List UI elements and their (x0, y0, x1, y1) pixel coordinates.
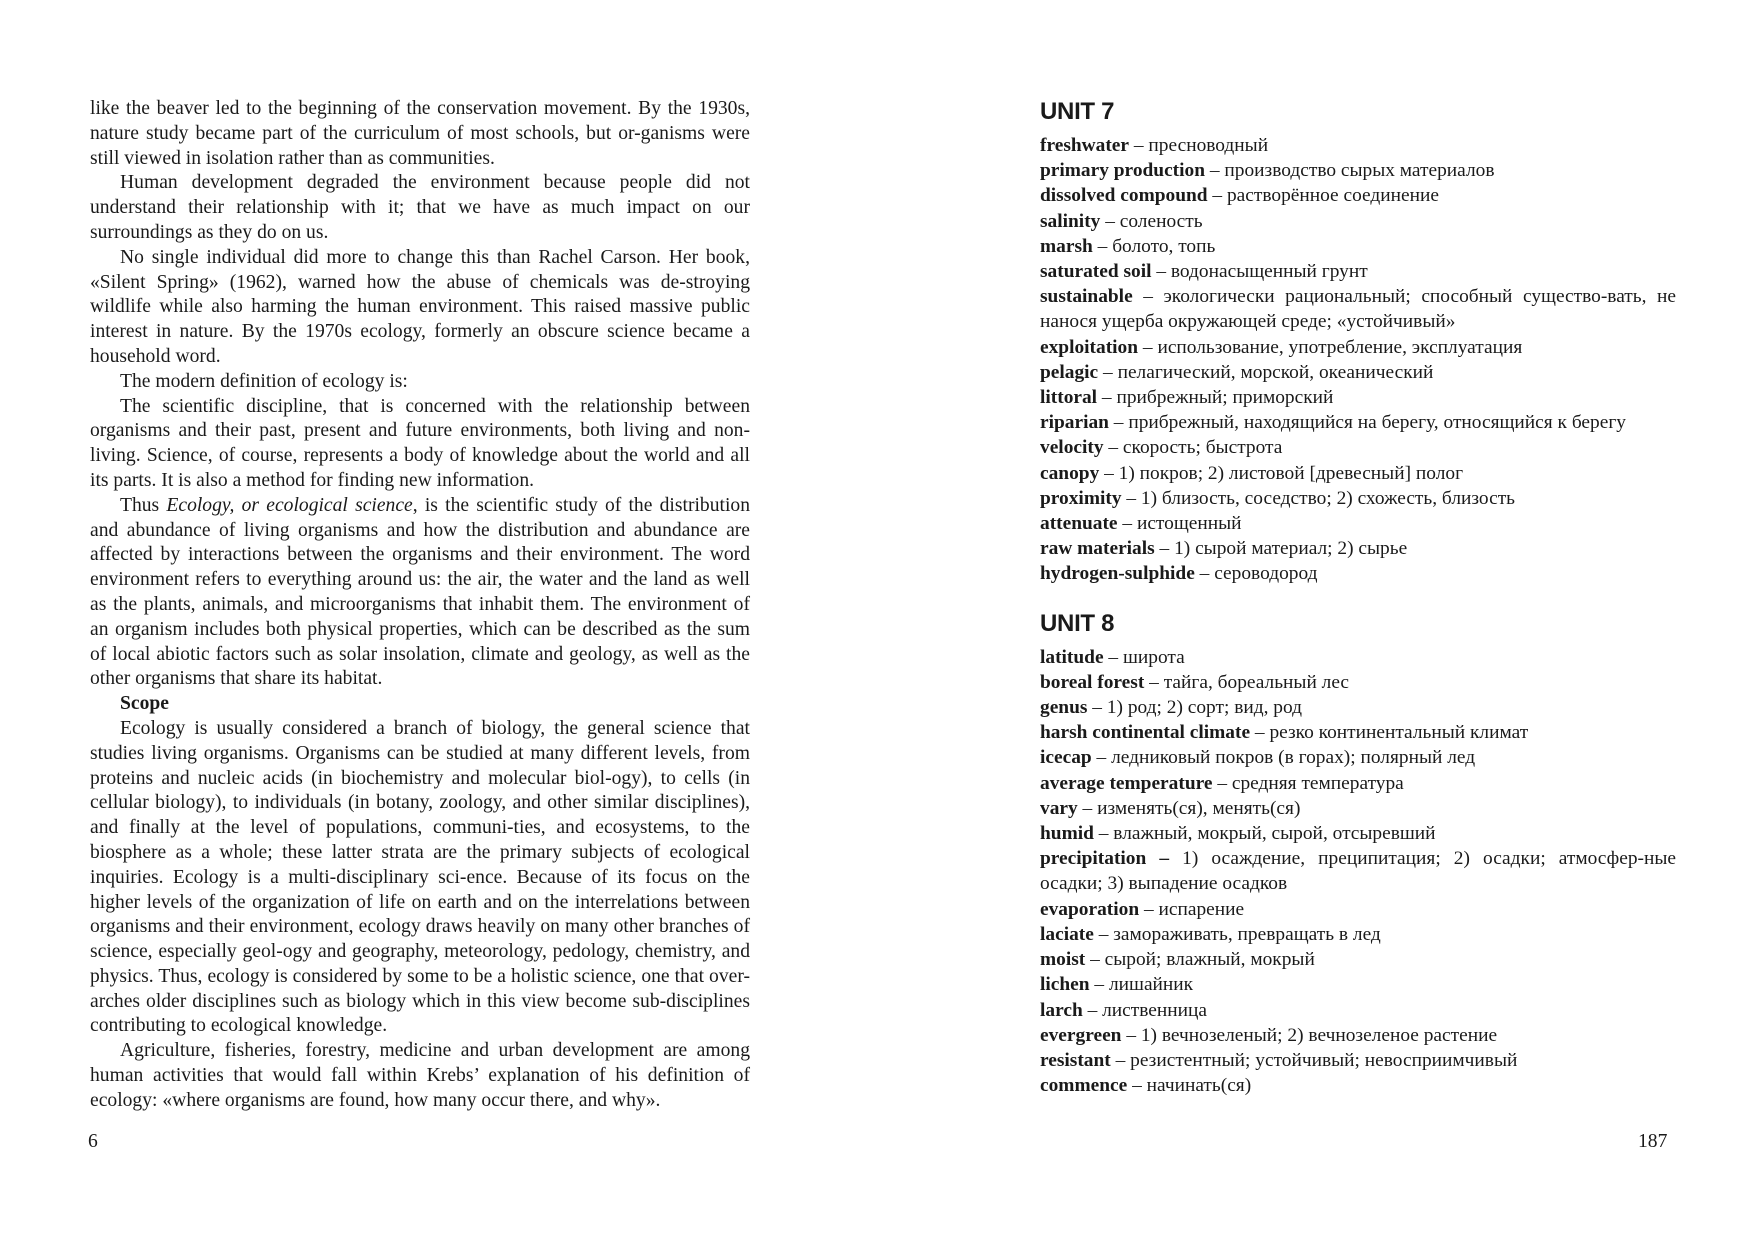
italic-term: Ecology, or ecological science (166, 494, 413, 516)
glossary-term: primary production (1040, 160, 1206, 182)
glossary-definition: – растворённое соединение (1207, 185, 1439, 207)
glossary-term: harsh continental climate (1040, 722, 1251, 744)
glossary-definition: – использование, употребление, эксплуатация (1138, 336, 1523, 358)
paragraph: like the beaver led to the beginning of the conservation movement. By the 1930s, nature study became part of the curriculum of most schools, but or-ganisms were still viewed in isolation rather than as communities. (90, 98, 750, 169)
glossary-definition: – прибрежный; приморский (1097, 387, 1334, 409)
unit-heading: UNIT 8 (1040, 609, 1115, 637)
glossary-term: humid (1040, 823, 1094, 845)
glossary-entry (1040, 360, 1676, 385)
glossary-term: sustainable (1040, 286, 1133, 308)
left-page (90, 97, 750, 1114)
glossary-definition: – 1) вечнозеленый; 2) вечнозеленое растение (1121, 1024, 1498, 1046)
glossary-entry (1040, 183, 1676, 208)
page-number-left: 6 (88, 1131, 98, 1152)
paragraph: Agriculture, fisheries, forestry, medicine and urban development are among human activities that would fall within Krebs’ explanation of his definition of ecology: «where organisms are found, how many occur there, and why». (90, 1040, 750, 1111)
glossary-entry (1040, 745, 1676, 770)
glossary-definition: – пелагический, морской, океанический (1098, 361, 1434, 383)
glossary-entry (1040, 922, 1676, 947)
glossary-term: velocity (1040, 437, 1104, 459)
glossary-entry (1040, 972, 1676, 997)
glossary-term: littoral (1040, 387, 1098, 409)
paragraph: The modern definition of ecology is: (120, 370, 408, 392)
glossary-container (1040, 97, 1676, 1098)
glossary-definition: – тайга, бореальный лес (1144, 671, 1350, 693)
glossary-term: freshwater (1040, 135, 1130, 156)
glossary-entry (1040, 720, 1676, 745)
glossary-definition: 1) осаждение, преципитация; 2) осадки; атмосфер-ные осадки; 3) выпадение осадков (1040, 848, 1676, 895)
glossary-entry (1040, 385, 1676, 410)
glossary-term: laciate (1040, 923, 1094, 945)
glossary-entry (1040, 561, 1676, 586)
paragraph: No single individual did more to change this than Rachel Carson. Her book, «Silent Spring» (1962), warned how the abuse of chemicals was de-stroying wildlife while also harming the human environment. This raised massive public interest in nature. By the 1970s ecology, formerly an obscure science became a household word. (90, 246, 750, 367)
glossary-entry (1040, 1048, 1676, 1073)
glossary-definition: – 1) близость, соседство; 2) схожесть, близость (1121, 487, 1516, 509)
glossary-term: vary (1040, 797, 1078, 819)
glossary-term: pelagic (1040, 361, 1099, 383)
glossary-entry (1040, 133, 1676, 158)
glossary-definition: – испарение (1139, 898, 1245, 920)
glossary-term: icecap (1040, 747, 1092, 769)
glossary-term: precipitation – (1040, 848, 1170, 870)
glossary-term: boreal forest (1040, 671, 1145, 693)
glossary-entry (1040, 461, 1676, 486)
glossary-definition: – лишайник (1089, 974, 1194, 996)
unit-heading: UNIT 7 (1040, 98, 1115, 125)
glossary-entry (1040, 645, 1676, 670)
glossary-definition: – экологически рациональный; способный существо-вать, не нанося ущерба окружающей среде; «устойчивый» (1040, 286, 1676, 333)
glossary-entry (1040, 695, 1676, 720)
glossary-term: riparian (1040, 412, 1109, 434)
page-number-right: 187 (1638, 1131, 1668, 1152)
glossary-entry (1040, 998, 1676, 1023)
glossary-definition: – 1) сырой материал; 2) сырье (1154, 538, 1408, 560)
paragraph: Human development degraded the environment because people did not understand their relationship with it; that we have as much impact on our surroundings as they do on us. (90, 172, 750, 243)
glossary-term: commence (1040, 1075, 1128, 1097)
glossary-term: larch (1040, 999, 1083, 1021)
glossary-term: saturated soil (1040, 261, 1152, 283)
glossary-entry (1040, 670, 1676, 695)
glossary-definition: – 1) род; 2) сорт; вид, род (1087, 697, 1302, 719)
glossary-term: canopy (1040, 462, 1100, 484)
glossary-definition: – сероводород (1194, 563, 1318, 585)
glossary-term: latitude (1040, 646, 1104, 668)
glossary-term: raw materials (1040, 538, 1155, 560)
scope-heading: Scope (120, 693, 169, 715)
paragraph-prefix: Thus (120, 494, 167, 516)
glossary-entry (1040, 209, 1676, 234)
glossary-term: dissolved compound (1040, 185, 1208, 207)
glossary-entry (1040, 821, 1676, 846)
unit-block (1040, 609, 1676, 1099)
glossary-term: moist (1040, 949, 1086, 971)
glossary-definition: – замораживать, превращать в лед (1093, 923, 1381, 945)
glossary-term: exploitation (1040, 336, 1139, 358)
glossary-entry (1040, 335, 1676, 360)
glossary-list (1040, 133, 1676, 587)
glossary-list (1040, 645, 1676, 1099)
right-page (1040, 97, 1676, 1120)
glossary-definition: – широта (1103, 646, 1185, 668)
glossary-definition: – влажный, мокрый, сырой, отсыревший (1093, 823, 1436, 845)
glossary-definition: – истощенный (1117, 513, 1242, 535)
glossary-entry (1040, 947, 1676, 972)
glossary-term: salinity (1040, 210, 1101, 232)
paragraph: The scientific discipline, that is concerned with the relationship between organisms and their past, present and future environments, both living and non-living. Science, of course, represents a body of knowledge about the world and all its parts. It is also a method for finding new information. (90, 395, 750, 491)
glossary-definition: – средняя температура (1212, 772, 1404, 794)
glossary-term: lichen (1040, 974, 1090, 996)
glossary-entry (1040, 1073, 1676, 1098)
glossary-definition: – болото, топь (1092, 235, 1216, 257)
glossary-definition: – пресноводный (1129, 135, 1269, 156)
glossary-term: resistant (1040, 1049, 1111, 1071)
glossary-definition: – резко континентальный климат (1250, 722, 1529, 744)
glossary-entry (1040, 284, 1676, 334)
glossary-entry (1040, 1023, 1676, 1048)
glossary-entry (1040, 486, 1676, 511)
glossary-definition: – производство сырых материалов (1205, 160, 1495, 182)
glossary-entry (1040, 511, 1676, 536)
glossary-definition: – прибрежный, находящийся на берегу, относящийся к берегу (1108, 412, 1626, 434)
glossary-term: attenuate (1040, 513, 1118, 535)
glossary-entry (1040, 796, 1676, 821)
glossary-term: hydrogen-sulphide (1040, 563, 1195, 585)
glossary-entry (1040, 410, 1676, 435)
glossary-term: average temperature (1040, 772, 1213, 794)
paragraph: Ecology is usually considered a branch of biology, the general science that studies living organisms. Organisms can be studied at many different levels, from proteins and nucleic acids (in biochemistry and molecular biol-ogy), to cells (in cellular biology), to individuals (in botany, zoology, and other similar disciplines), and finally at the level of populations, communi-ties, and ecosystems, to the biosphere as a whole; these latter strata are the primary subjects of ecological inquiries. Ecology is a multi-disciplinary sci-ence. Because of its focus on the higher levels of the organization of life on earth and on the interrelations between organisms and their environment, ecology draws heavily on many other branches of science, especially geol-ogy and geography, meteorology, pedology, chemistry, and physics. Thus, ecology is considered by some to be a holistic science, one that over-arches older disciplines such as biology which in this view become sub-disciplines contributing to ecological knowledge. (90, 717, 750, 1037)
glossary-definition: – изменять(ся), менять(ся) (1077, 797, 1301, 819)
glossary-definition: – 1) покров; 2) листовой [древесный] полог (1099, 462, 1464, 484)
glossary-definition: – начинать(ся) (1127, 1075, 1252, 1097)
glossary-entry (1040, 536, 1676, 561)
glossary-definition: – соленость (1100, 210, 1203, 232)
ecology-definition-paragraph (90, 494, 750, 692)
paragraph-rest: , is the scientific study of the distribution and abundance of living organisms and how the distribution and abundance are affected by interactions between the organisms and their environment. The word environment refers to everything around us: the air, the water and the land as well as the plants, animals, and microorganisms that inhabit them. The environment of an organism includes both physical properties, which can be described as the sum of local abiotic factors such as solar insolation, climate and geology, as well as the other organisms that share its habitat. (90, 494, 750, 690)
glossary-entry (1040, 897, 1676, 922)
glossary-entry (1040, 771, 1676, 796)
glossary-definition: – сырой; влажный, мокрый (1085, 949, 1315, 971)
glossary-definition: – водонасыщенный грунт (1151, 261, 1368, 283)
glossary-definition: – лиственница (1082, 999, 1208, 1021)
glossary-definition: – резистентный; устойчивый; невосприимчивый (1110, 1049, 1518, 1071)
glossary-entry (1040, 259, 1676, 284)
unit-block (1040, 97, 1676, 587)
glossary-entry (1040, 846, 1676, 896)
glossary-definition: – ледниковый покров (в горах); полярный лед (1091, 747, 1476, 769)
glossary-term: genus (1040, 697, 1088, 719)
glossary-term: evergreen (1040, 1024, 1122, 1046)
glossary-term: marsh (1040, 235, 1093, 257)
glossary-term: proximity (1040, 487, 1122, 509)
glossary-entry (1040, 234, 1676, 259)
glossary-definition: – скорость; быстрота (1103, 437, 1283, 459)
glossary-term: evaporation (1040, 898, 1140, 920)
glossary-entry (1040, 435, 1676, 460)
glossary-entry (1040, 158, 1676, 183)
